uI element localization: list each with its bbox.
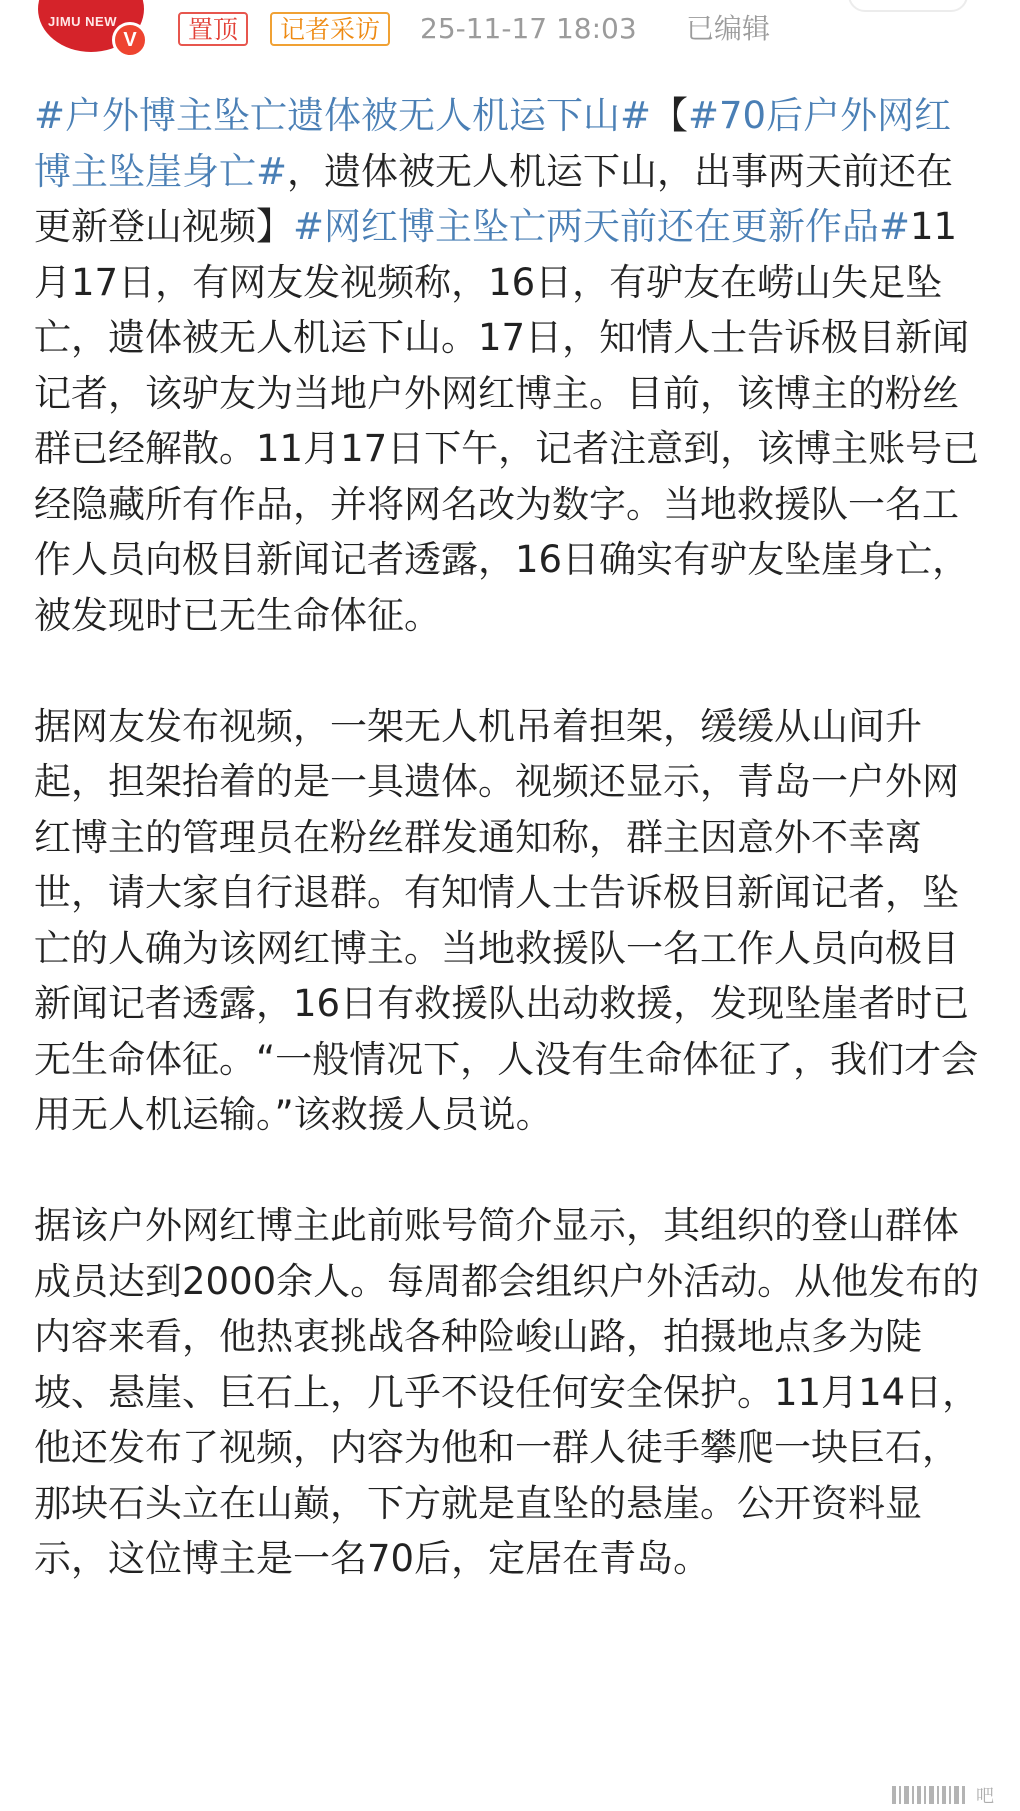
post-paragraph-3: 据该户外网红博主此前账号简介显示，其组织的登山群体成员达到2000余人。每周都会组织户外活动。从他发布的内容来看，他热衷挑战各种险峻山路，拍摄地点多为陡坡、悬崖、巨石上，几乎不设任何安全保护。11月14日，他还发布了视频，内容为他和一群人徒手攀爬一块巨石，那块石头立在山巅，下方就是直坠的悬崖。公开资料显示，这位博主是一名70后，定居在青岛。 xyxy=(34,1204,980,1580)
avatar-brand-text: JIMU NEW xyxy=(48,14,117,29)
post-timestamp: 25-11-17 18:03 xyxy=(420,12,637,45)
post-text: 11月17日，有网友发视频称，16日，有驴友在崂山失足坠亡，遗体被无人机运下山。17日，知情人士告诉极目新闻记者，该驴友为当地户外网红博主。目前，该博主的粉丝群已经解散。11月17日下午，记者注意到，该博主账号已经隐藏所有作品，并将网名改为数字。当地救援队一名工作人员向极目新闻记者透露，16日确实有驴友坠崖身亡，被发现时已无生命体征。 xyxy=(34,205,980,637)
barcode-watermark-icon xyxy=(892,1784,970,1806)
edited-label[interactable]: 已编辑 xyxy=(686,12,771,45)
post-paragraph-1 xyxy=(34,88,986,643)
reporter-interview-tag: 记者采访 xyxy=(270,12,390,46)
follow-button[interactable] xyxy=(848,0,968,12)
post-text: ，遗体被无人机运下山，出事两天前还在更新登山视频】 xyxy=(34,149,954,248)
post-paragraph-2: 据网友发布视频，一架无人机吊着担架，缓缓从山间升起，担架抬着的是一具遗体。视频还显示，青岛一户外网红博主的管理员在粉丝群发通知称，群主因意外不幸离世，请大家自行退群。有知情人士告诉极目新闻记者，坠亡的人确为该网红博主。当地救援队一名工作人员向极目新闻记者透露，16日有救援队出动救援，发现坠崖者时已无生命体征。“一般情况下，人没有生命体征了，我们才会用无人机运输。”该救援人员说。 xyxy=(34,704,979,1136)
hashtag-link[interactable]: #70后户外网红博主坠崖身亡# xyxy=(34,94,952,193)
verified-badge-icon: V xyxy=(112,22,148,58)
pinned-tag: 置顶 xyxy=(178,12,248,46)
post-text: 【 xyxy=(651,94,689,137)
post-content xyxy=(34,88,986,1587)
watermark-text: 吧 xyxy=(976,1786,994,1807)
watermark xyxy=(892,1782,994,1808)
hashtag-link[interactable]: #网红博主坠亡两天前还在更新作品# xyxy=(293,205,911,248)
hashtag-link[interactable]: #户外博主坠亡遗体被无人机运下山# xyxy=(34,94,652,137)
post-header xyxy=(0,0,1020,60)
